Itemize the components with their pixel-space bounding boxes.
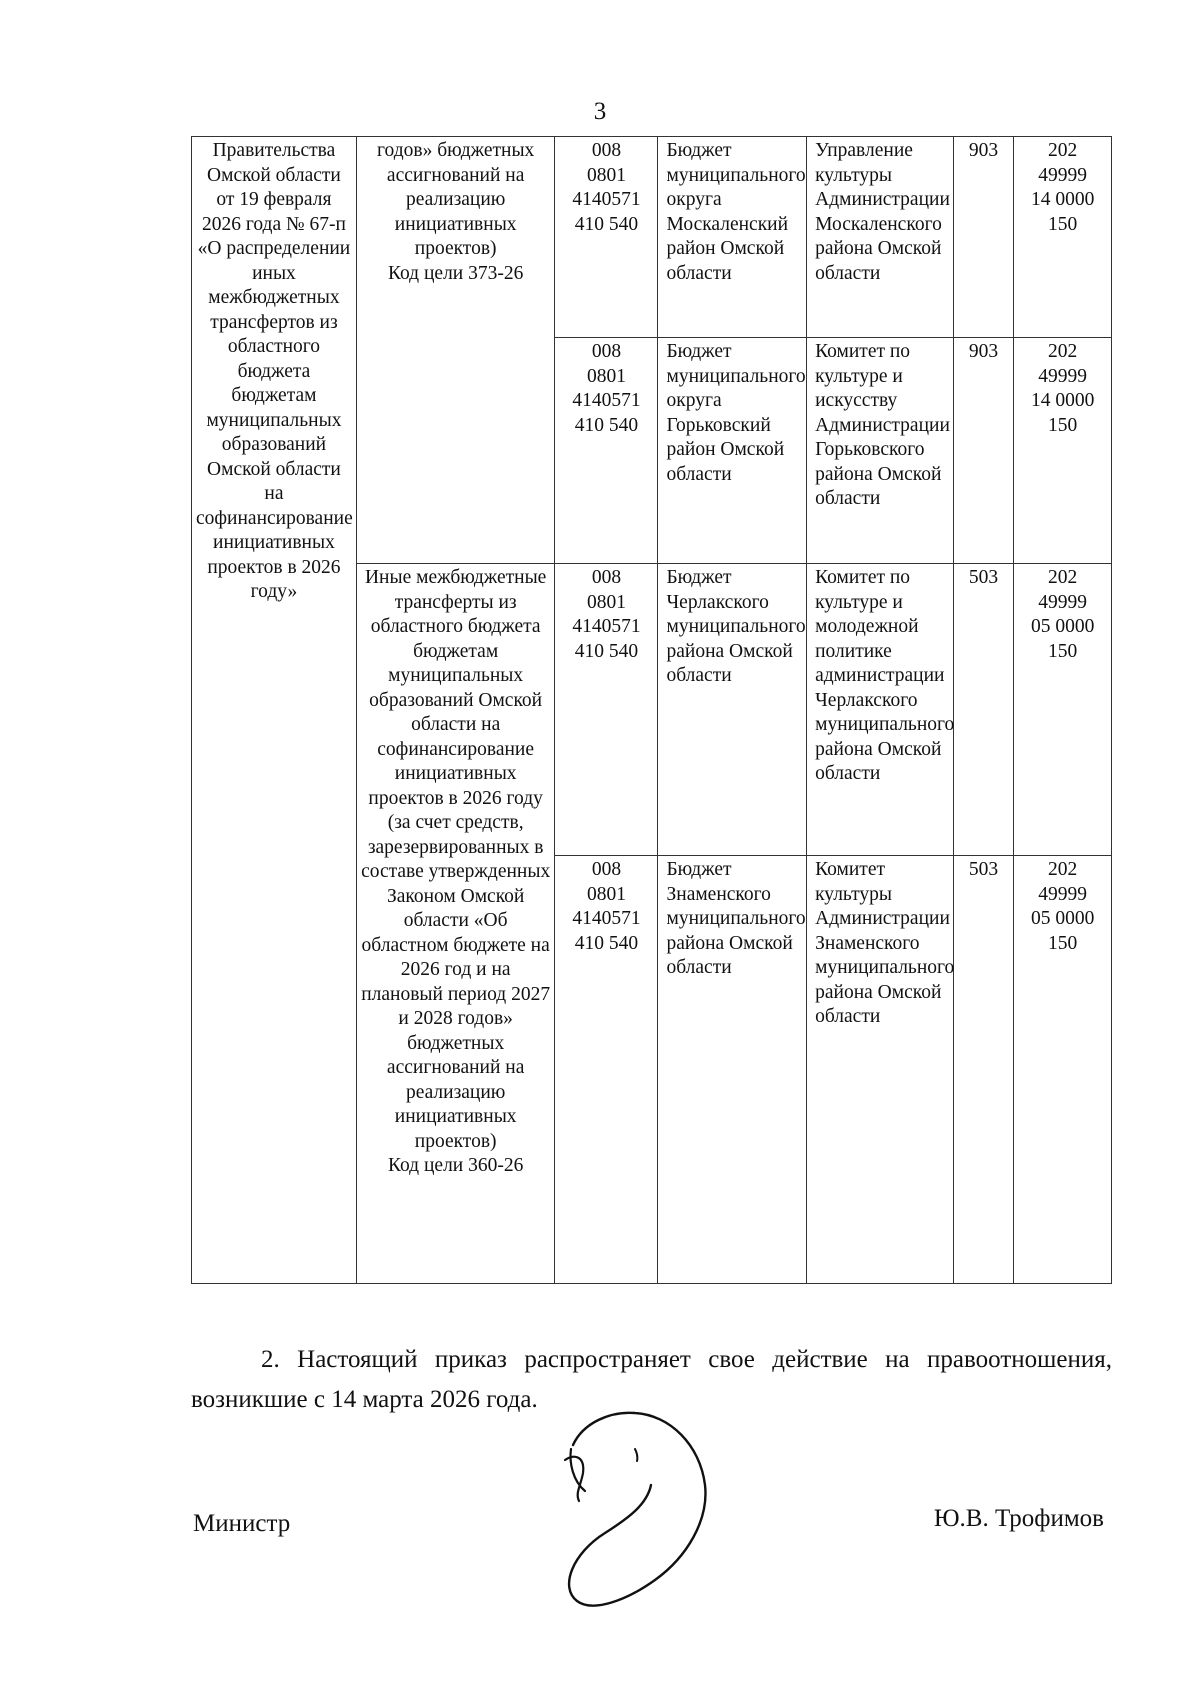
effective-date-paragraph: 2. Настоящий приказ распространяет свое действие на правоотношения, возникшие с 14 марта 2026 года. xyxy=(191,1346,1112,1413)
organization-cell: Комитет культуры Администрации Знаменского муниципального района Омской области xyxy=(807,856,953,1284)
distribution-table xyxy=(191,136,1112,1284)
page-number: 3 xyxy=(593,98,607,125)
code-cell: 008 0801 4140571 410 540 xyxy=(555,137,658,338)
organization-cell: Комитет по культуре и молодежной политике администрации Черлакского муниципального района Омской области xyxy=(807,564,953,856)
budget-cell: Бюджет муниципального округа Горьковский район Омской области xyxy=(658,338,807,564)
budget-cell: Бюджет Знаменского муниципального района Омской области xyxy=(658,856,807,1284)
code-cell: 008 0801 4140571 410 540 xyxy=(555,338,658,564)
organization-cell: Комитет по культуре и искусству Администрации Горьковского района Омской области xyxy=(807,338,953,564)
organization-cell: Управление культуры Администрации Москаленского района Омской области xyxy=(807,137,953,338)
kbk-cell: 202 49999 14 0000 150 xyxy=(1014,338,1112,564)
legal-basis-cell: Правительства Омской области от 19 февраля 2026 года № 67-п «О распределении иных межбюджетных трансфертов из областного бюджета бюджетам муниципальных образований Омской области на софинансирование инициативных проектов в 2026 году» xyxy=(192,137,357,1284)
number-cell: 503 xyxy=(953,856,1014,1284)
number-cell: 503 xyxy=(953,564,1014,856)
kbk-cell: 202 49999 14 0000 150 xyxy=(1014,137,1112,338)
kbk-cell: 202 49999 05 0000 150 xyxy=(1014,564,1112,856)
table-row xyxy=(192,137,1112,338)
purpose-cell: Иные межбюджетные трансферты из областного бюджета бюджетам муниципальных образований Омской области на софинансирование инициативных проектов в 2026 году (за счет средств, зарезервированных в составе утвержденных Законом Омской области «Об областном бюджете на 2026 год и на плановый период 2027 и 2028 годов» бюджетных ассигнований на реализацию инициативных проектов) Код цели 360-26 xyxy=(356,564,555,1284)
signatory-name: Ю.В. Трофимов xyxy=(933,1505,1104,1532)
number-cell: 903 xyxy=(953,338,1014,564)
number-cell: 903 xyxy=(953,137,1014,338)
signatory-role: Министр xyxy=(193,1510,291,1537)
code-cell: 008 0801 4140571 410 540 xyxy=(555,564,658,856)
kbk-cell: 202 49999 05 0000 150 xyxy=(1014,856,1112,1284)
budget-cell: Бюджет муниципального округа Москаленский район Омской области xyxy=(658,137,807,338)
purpose-cell: годов» бюджетных ассигнований на реализацию инициативных проектов) Код цели 373-26 xyxy=(356,137,555,564)
budget-cell: Бюджет Черлакского муниципального района Омской области xyxy=(658,564,807,856)
code-cell: 008 0801 4140571 410 540 xyxy=(555,856,658,1284)
handwritten-signature xyxy=(555,1405,725,1615)
